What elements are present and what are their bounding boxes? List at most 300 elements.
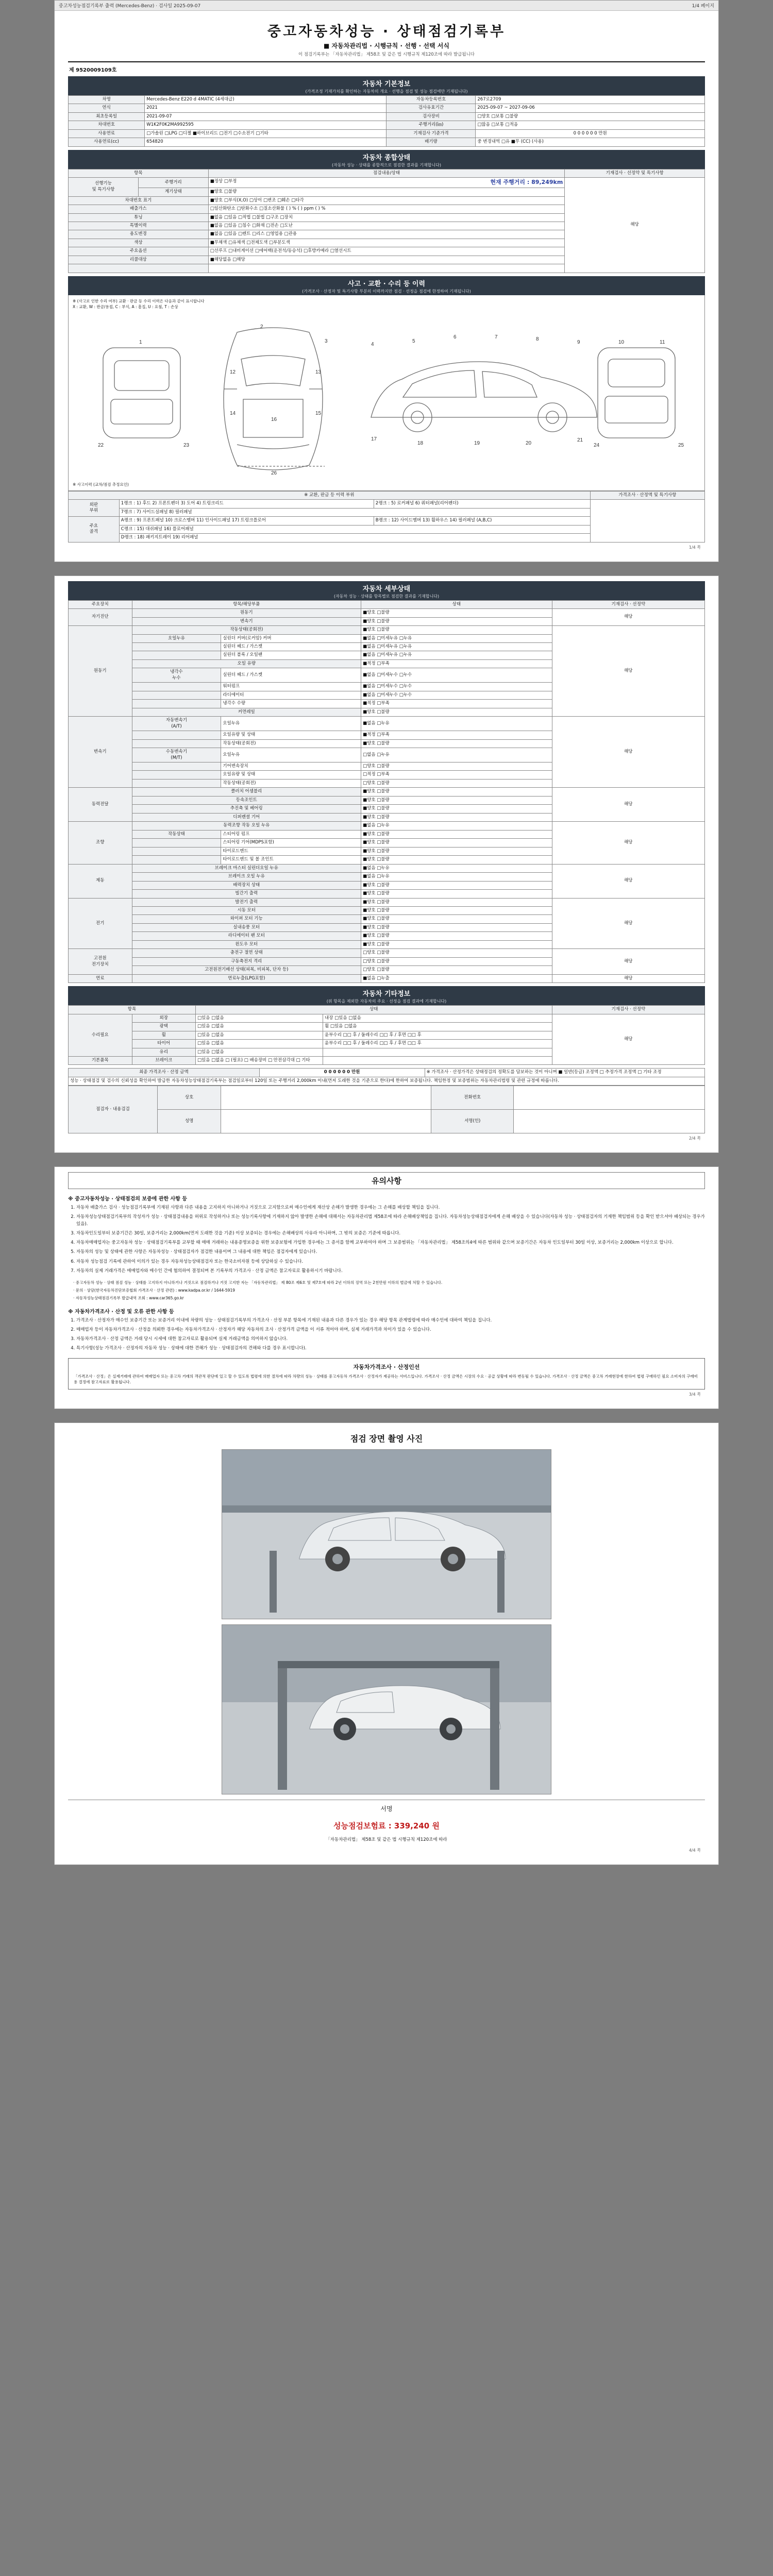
detail-item: [132, 762, 221, 771]
table-row: [69, 949, 705, 957]
detail-state[interactable]: ■양호 □불량: [361, 881, 552, 889]
section-other-header: [68, 986, 705, 1005]
svg-text:18: 18: [417, 440, 424, 446]
detail-state[interactable]: ■양호 □불량: [361, 708, 552, 716]
svg-text:1: 1: [139, 339, 142, 345]
detail-group-label: 제동: [69, 864, 132, 898]
svg-text:24: 24: [594, 442, 600, 448]
detail-subitem: 스티어링 펌프: [221, 830, 361, 838]
appraisal-box: [68, 1358, 705, 1389]
damage-rank-1: C랭크 : 15) 대쉬패널 16) 플로어패널: [119, 525, 590, 533]
other-col-2: 상태: [196, 1006, 552, 1014]
detail-state[interactable]: ■적정 □부족: [361, 731, 552, 739]
detail-subitem: 실린더 커버(로커암) 커버: [221, 634, 361, 642]
page-1: [54, 0, 719, 562]
detail-state[interactable]: ■양호 □불량: [361, 617, 552, 625]
notice-heading-1: ※ 중고자동차성능 · 상태점검의 보증에 관한 사항 등: [68, 1196, 188, 1202]
detail-subitem: 타이로드엔드 및 볼 조인트: [221, 856, 361, 864]
detail-state[interactable]: ■없음 □누유: [361, 873, 552, 881]
table-row: [69, 626, 705, 634]
detail-remark: 해당: [552, 626, 704, 717]
detail-item: 등속조인트: [132, 796, 361, 804]
detail-group-label: 연료: [69, 974, 132, 982]
photo-1-svg: [222, 1450, 551, 1619]
detail-state[interactable]: ■없음 □누유: [361, 717, 552, 731]
svg-text:5: 5: [412, 338, 415, 344]
detail-item: 작동상태: [132, 830, 221, 838]
appraisal-box-body: 「가격조사 · 산정」은 실제거래에 관하여 매매업자 또는 중고차 거래의 객관적 판단에 있고 할 수 있도록 법령에 의한 절차에 따라 차량의 성능 · 상태를 중고자동차 가격조사 · 산정자가 제공하는 서비스입니다. 가격조사 · 산정 금액은 시장의 수요 · 공급 상황에 따라 변동될 수 있습니다. 가격조사 · 산정 금액은 중고차 거래현장에 한하여 법령 구매하인 필요 소비자의 구매비용 결정에 참고자료로 활용됩니다.: [74, 1374, 698, 1384]
notice-link[interactable]: · 중고자동차 성능 · 상태 점검 성능 · 상태를 고지하지 아니하거나 거짓으로 점검하거나 거짓 고지한 자는 「자동차관리법」 제 80조 제6호 및 제7호에 따라 2년 이하의 징역 또는 2천만원 이하의 벌금에 처할 수 있습니다.: [73, 1280, 443, 1285]
detail-subitem: 라디에이터: [221, 691, 361, 699]
other-extra[interactable]: 휠 □있음 □없음: [323, 1023, 552, 1031]
detail-state-table: [68, 600, 705, 984]
table-row: [69, 500, 705, 508]
other-extra[interactable]: [323, 1048, 552, 1056]
detail-item: 냉각수 누수: [132, 668, 221, 683]
basic-value: W1K2F0K2MA992595: [145, 121, 386, 129]
overall-state: ■없음 □있음 □적법 □불법 □구조 □장치: [208, 213, 565, 222]
other-group-label: 기본품목: [69, 1057, 132, 1065]
notice-item: 6. 자동차 성능점검 기록에 관하여 이의가 있는 경우 자동차성능상태점검자 또는 한국소비자원 등에 상담하실 수 있습니다.: [76, 1258, 705, 1265]
signer-field-value[interactable]: [221, 1086, 431, 1110]
damage-rank-2: 2랭크 : 5) 로커패널 6) 쿼터패널(리어펜더): [374, 500, 590, 508]
detail-state[interactable]: ■적정 □부족: [361, 700, 552, 708]
signature-row: 서명: [68, 1800, 705, 1817]
basic-value-2: □양호 □보통 □불량: [476, 112, 705, 121]
table-row: [69, 609, 705, 617]
detail-state[interactable]: ■없음 □미세누유 □누유: [361, 651, 552, 659]
table-row: [69, 1069, 705, 1077]
divider: [68, 61, 705, 62]
detail-state[interactable]: □없음 □누유: [361, 748, 552, 762]
detail-item: 변속기: [132, 617, 361, 625]
svg-text:2: 2: [260, 324, 263, 330]
signer-role-1: 점검자 · 내용검검: [69, 1086, 158, 1133]
detail-subitem: 오일유량 및 상태: [221, 771, 361, 779]
table-row: [69, 178, 705, 188]
section-detail-header: [68, 581, 705, 600]
other-extra[interactable]: 내장 □있음 □없음: [323, 1014, 552, 1022]
notice-item: 3. 자동차인도일부터 보증기간은 30일, 보증거리는 2,000km(먼저 도래한 것을 기준) 이상 보증되는 경우에는 손해배상의 사유라 아니하며, 그 밖의 보증은 기준에 따릅니다.: [76, 1230, 705, 1237]
signature-table: [68, 1086, 705, 1133]
detail-state[interactable]: ■없음 □미세누수 □누수: [361, 668, 552, 683]
detail-item: [132, 856, 221, 864]
basic-label-2: 자동차등록번호: [386, 96, 476, 104]
detail-state[interactable]: ■적정 □부족: [361, 659, 552, 668]
inspection-fee: 성능점검보험료 : 339,240 원: [333, 1821, 440, 1831]
overall-item: 용도변경: [69, 230, 209, 239]
detail-state[interactable]: ■없음 □누유: [361, 822, 552, 830]
detail-table-body: [69, 609, 705, 983]
overall-state-text: ■정상 □부정: [210, 179, 237, 184]
basic-value: □가솔린 □LPG □디젤 ■하이브리드 □전기 □수소전기 □기타: [145, 129, 386, 138]
notice-heading-2: ※ 자동차가격조사 · 산정 및 오류 관한 사항 등: [68, 1309, 174, 1315]
overall-item: [69, 264, 209, 273]
detail-item: 시동 모터: [132, 906, 361, 914]
damage-group-text: 주요 골격: [89, 523, 98, 535]
basic-label-2: 기재검사 기준가격: [386, 129, 476, 138]
detail-item: [132, 779, 221, 787]
table-row: [69, 112, 705, 121]
detail-item: [132, 771, 221, 779]
inspection-photo-1: [222, 1449, 551, 1619]
damage-diagram-area: [68, 295, 705, 491]
detail-state[interactable]: ■양호 □불량: [361, 856, 552, 864]
detail-remark: 해당: [552, 974, 704, 982]
detail-item: [132, 731, 221, 739]
detail-item: [132, 651, 221, 659]
detail-state[interactable]: ■양호 □불량: [361, 830, 552, 838]
overall-item: 리콜대상: [69, 256, 209, 264]
basic-value: 2021: [145, 104, 386, 112]
notice-item: 7. 자동차의 실제 거래가격은 매매업자와 매수인 간에 협의하여 결정되며 본 기록부의 가격조사 · 산정 금액은 참고자료로 활용하시기 바랍니다.: [76, 1267, 705, 1275]
notice-list-1: [76, 1204, 705, 1274]
detail-item: 수동변속기 (M/T): [132, 748, 221, 762]
section-detail-subtitle: (자동차 성능 · 상태를 항목별로 점검한 결과를 기재합니다): [333, 594, 440, 599]
other-state[interactable]: □있음 □없음: [196, 1040, 323, 1048]
basic-value-2: 267로2709: [476, 96, 705, 104]
photo-2-svg: [222, 1625, 551, 1794]
damage-remark-header: 가격조사 · 산정액 및 특기사항: [590, 491, 704, 499]
overall-state: [208, 178, 565, 188]
detail-subitem: 오일유량 및 상태: [221, 731, 361, 739]
page-3: [54, 1166, 719, 1409]
detail-state[interactable]: □양호 □불량: [361, 762, 552, 771]
overall-item: 특별이력: [69, 222, 209, 230]
overall-state: ■양호 □부식(X,O) □상이 □변조 □훼손 □타각: [208, 196, 565, 205]
detail-state[interactable]: ■양호 □불량: [361, 839, 552, 847]
section-basic-subtitle: (가격조정 기재가치를 확인하는 자동차의 개요 · 선행을 점검 및 성능 점검에만 기재됩니다): [305, 89, 468, 94]
section-detail-title: 자동차 세부상태: [362, 585, 411, 593]
detail-item: 오일누유: [132, 634, 221, 642]
overall-item: 색상: [69, 239, 209, 247]
other-table-body: [69, 1014, 705, 1065]
detail-state[interactable]: □양호 □불량: [361, 779, 552, 787]
detail-state[interactable]: ■양호 □불량: [361, 609, 552, 617]
inspection-photo-2: [222, 1624, 551, 1794]
svg-text:7: 7: [495, 334, 498, 340]
notice-title: 유의사항: [68, 1172, 705, 1189]
overall-state: ■무채색 □유채색 □전체도색 □부분도색: [208, 239, 565, 247]
svg-text:9: 9: [577, 339, 580, 345]
basic-label-2: 주행거리(㎞): [386, 121, 476, 129]
detail-state[interactable]: ■양호 □불량: [361, 626, 552, 634]
notice-item: 4. 특기사항(성능 가격조사 · 산정자의 자동차 성능 · 상태에 대한 견해가 성능 · 상태점검자의 견해와 다를 경우 표시합니다).: [76, 1345, 705, 1352]
other-item: 타이어: [132, 1040, 196, 1048]
signer-field-label: 상호: [157, 1086, 221, 1110]
detail-subitem: 작동상태(공회전): [221, 779, 361, 787]
detail-group-label: 고전원 전기장치: [69, 949, 132, 974]
detail-state[interactable]: ■양호 □불량: [361, 932, 552, 940]
detail-subitem: 실린더 헤드 / 가스켓: [221, 668, 361, 683]
detail-state[interactable]: ■양호 □불량: [361, 796, 552, 804]
detail-subitem: 타이로드엔드: [221, 847, 361, 855]
table-row: [69, 1014, 705, 1022]
overall-item: 차대번호 표기: [69, 196, 209, 205]
svg-text:19: 19: [474, 440, 480, 446]
detail-group-label: 원동기: [69, 626, 132, 717]
table-header-row: [69, 600, 705, 608]
diagram-legend-line: X : 교환, W : 판금/용접, C : 부식, A : 흠집, U : 요철, T : 손상: [73, 304, 178, 309]
detail-remark: 해당: [552, 822, 704, 864]
other-state[interactable]: □있음 □없음: [196, 1048, 323, 1056]
diagram-footer-note: ※ 사고이력 (교차/점검 추정요인): [73, 482, 129, 487]
overall-item: 주행거리: [138, 178, 208, 188]
svg-text:26: 26: [271, 470, 277, 476]
detail-item: 추진축 및 베어링: [132, 805, 361, 813]
signer-field-value-3[interactable]: [221, 1110, 431, 1133]
final-price-note: ※ 가격조사 · 산정가격은 상태정검의 정확도를 담보하는 것이 아니며 ■ 일반(등급) 조정액 □ 추정가격 조정액 □ 기타 조정: [425, 1069, 704, 1077]
browser-url: 중고차성능점검기록부 출력 (Mercedes-Benz) · 검사일 2025-09-07: [59, 4, 201, 9]
section-accident-subtitle: (가격조사 · 산정자 및 특기사항 부분의 이력까지만 점검 · 선정을 점검에 한정하여 기재됩니다): [302, 289, 471, 294]
svg-text:25: 25: [678, 442, 684, 448]
detail-subitem: 오일누유: [221, 748, 361, 762]
final-price-value: 0 0 0 0 0 0 만원: [259, 1069, 425, 1077]
notice-item: 4. 자동차매매업자는 중고자동차 성능 · 상태점검기록부를 교부할 때 매매 거래하는 내용증명보증을 위한 보증보험에 가입한 경우에는 그 증서를 함께 교부하여야 하며 그 보증범위는 「자동차관리법」 제58조의4에 따른 범위와 같으며 보증기간은 자동차 인도일부터 30일 이상, 보증거리는 2,000km 이상으로 합니다.: [76, 1239, 705, 1246]
basic-value: 2021-09-07: [145, 112, 386, 121]
detail-item: 커먼레일: [132, 708, 361, 716]
detail-group-label: 변속기: [69, 717, 132, 788]
damage-rank-2: B랭크 : 12) 사이드멤버 13) 휠하우스 14) 필러패널 (A,B,C): [374, 517, 590, 525]
other-item: 유리: [132, 1048, 196, 1056]
basic-label: 사용연료: [69, 129, 145, 138]
notice-item: 1. 가격조사 · 산정자가 매수인 보증기간 또는 보증거리 이내에 차량의 성능 · 상태점검기록부의 가격조사 · 산정 부분 항목에 기재된 내용과 다른 경우가 있는 경우 해당 항목 관계법령에 따라 매수인에 대하여 책임을 집니다.: [76, 1317, 705, 1324]
page-4: [54, 1422, 719, 1865]
basic-value: Mercedes-Benz E220 d 4MATIC (4세대급): [145, 96, 386, 104]
bottom-legal-note: 「자동차관리법」 제58조 및 같은 법 시행규칙 제120조에 따라: [326, 1837, 447, 1842]
notice-item: 1. 자동차 배출가스 검사 · 성능점검기록부에 기재된 사항과 다른 내용을 고지하지 아니하거나 거짓으로 고지함으로써 매수인에게 재산상 손해가 발생한 경우에는 그 손해를 배상할 책임을 집니다.: [76, 1204, 705, 1211]
other-col-1: 항목: [69, 1006, 196, 1014]
other-item: 광택: [132, 1023, 196, 1031]
detail-item: 배력장치 상태: [132, 881, 361, 889]
overall-state: ■해당없음 □해당: [208, 256, 565, 264]
svg-text:6: 6: [453, 334, 457, 340]
basic-label: 연식: [69, 104, 145, 112]
svg-text:12: 12: [230, 369, 236, 375]
page-2-footer: 2/4 쪽: [688, 1136, 701, 1141]
svg-text:17: 17: [371, 436, 377, 442]
page-4-footer: 4/4 쪽: [688, 1848, 701, 1853]
detail-remark: 해당: [552, 788, 704, 822]
svg-text:23: 23: [183, 442, 190, 448]
document-number: 제 9520009109호: [69, 67, 117, 73]
detail-state[interactable]: ■양호 □불량: [361, 898, 552, 906]
other-extra[interactable]: [323, 1057, 552, 1065]
overall-state: ■양호 □불량: [208, 188, 565, 196]
detail-state[interactable]: ■없음 □미세누수 □누수: [361, 691, 552, 699]
detail-item: 동력조향 작동 오일 누유: [132, 822, 361, 830]
section-other-title: 자동차 기타정보: [362, 990, 411, 998]
other-info-table: [68, 1005, 705, 1065]
detail-state[interactable]: ■양호 □불량: [361, 923, 552, 931]
table-row: [69, 864, 705, 872]
detail-state[interactable]: □양호 □불량: [361, 966, 552, 974]
section-accident-title: 사고 · 교환 · 수리 등 이력: [347, 280, 426, 288]
overall-remark: 해당: [565, 178, 705, 273]
detail-state[interactable]: ■없음 □미세누유 □누유: [361, 642, 552, 651]
detail-state[interactable]: □양호 □불량: [361, 957, 552, 965]
section-overall-title: 자동차 종합상태: [362, 154, 411, 162]
detail-state[interactable]: ■없음 □누유: [361, 864, 552, 872]
notice-link[interactable]: · 자동차성능상태점검기록부 발급내역 조회 : www.car365.go.kr: [73, 1295, 184, 1300]
overall-state: ■없음 □있음 □침수 □화재 □전손 □도난: [208, 222, 565, 230]
detail-item: [132, 839, 221, 847]
notice-item: 5. 자동차의 성능 및 상태에 관한 사항은 자동차성능 · 상태점검자가 점검한 내용이며 그 내용에 대한 책임은 점검자에게 있습니다.: [76, 1248, 705, 1256]
detail-item: 자동변속기 (A/T): [132, 717, 221, 731]
final-price-table: [68, 1068, 705, 1086]
basic-value-2: 중 변경내역 □유 ■무 (CC) (사용): [476, 138, 705, 146]
table-row: [69, 138, 705, 146]
detail-subitem: 기어변속장치: [221, 762, 361, 771]
diagram-legend-title: ※ (사고로 인한 수리 여부) 교환 · 판금 등 수리 이력은 다음과 같이 표시합니다: [73, 298, 205, 303]
detail-state[interactable]: ■없음 □누출: [361, 974, 552, 982]
detail-state[interactable]: □양호 □불량: [361, 949, 552, 957]
overall-col-1: 항목: [69, 169, 209, 177]
basic-label: 최초등록일: [69, 112, 145, 121]
svg-text:4: 4: [371, 341, 374, 347]
detail-state[interactable]: ■양호 □불량: [361, 813, 552, 821]
browser-page-indicator: 1/4 페이지: [692, 4, 714, 9]
detail-state[interactable]: ■양호 □불량: [361, 940, 552, 948]
basic-value: 654820: [145, 138, 386, 146]
notice-link[interactable]: · 문의 · 상담(한국자동차진단보증협회 가격조사 · 산정 관련) : www.kadpa.or.kr / 1644-5919: [73, 1287, 235, 1293]
detail-col-2: 항목/해당부품: [132, 600, 361, 608]
other-extra[interactable]: 윤부수리 □□ 후 / 둘레수리 □□ 후 / 후면 □□ 후: [323, 1040, 552, 1048]
other-state[interactable]: □있음 □없음 □ (필요) □ 배송장비 □ 안전삼각대 □ 기타: [196, 1057, 323, 1065]
table-row: [69, 121, 705, 129]
detail-remark: 해당: [552, 949, 704, 974]
detail-remark: 해당: [552, 609, 704, 626]
photos-title: 점검 장면 촬영 사진: [350, 1433, 423, 1444]
damage-rank-1: A랭크 : 9) 프론트패널 10) 크로스멤버 11) 인사이드패널 17) 트렁크플로어: [119, 517, 374, 525]
detail-state[interactable]: ■없음 □미세누수 □누수: [361, 683, 552, 691]
detail-state[interactable]: ■양호 □불량: [361, 915, 552, 923]
overall-state-table: [68, 169, 705, 273]
detail-group-label: 조향: [69, 822, 132, 864]
detail-group-label: 동력전달: [69, 788, 132, 822]
table-header-row: [69, 1006, 705, 1014]
detail-item: 라디에이터 팬 모터: [132, 932, 361, 940]
overall-group-text: 선행기능 및 특기사항: [92, 181, 115, 192]
basic-label-2: 검사장비: [386, 112, 476, 121]
overall-state: □일산화탄소 □탄화수소 □질소산화물 ( ) % ( ) ppm ( ) %: [208, 205, 565, 213]
svg-text:10: 10: [618, 339, 625, 345]
detail-item: [132, 683, 221, 691]
notice-item: 3. 자동차가격조사 · 산정 금액은 거래 당시 시세에 대한 참고자료로 활용되며 실제 거래금액을 의미하지 않습니다.: [76, 1335, 705, 1343]
car-diagram: [73, 312, 700, 482]
table-row: [69, 974, 705, 982]
other-group-label: 수리필요: [69, 1014, 132, 1056]
svg-text:15: 15: [315, 410, 322, 416]
detail-state[interactable]: ■양호 □불량: [361, 788, 552, 796]
detail-state[interactable]: ■양호 □불량: [361, 847, 552, 855]
damage-group: [69, 500, 120, 517]
damage-remark: [590, 500, 704, 542]
section-accident-header: [68, 276, 705, 295]
section-other-subtitle: (위 항목을 제외한 자동차의 주요 · 선정을 점검 결과에 기재합니다): [326, 999, 447, 1004]
overall-state: [208, 264, 565, 273]
basic-label: 차명: [69, 96, 145, 104]
other-item: 휠: [132, 1031, 196, 1039]
detail-subitem: 실린더 블록 / 오일팬: [221, 651, 361, 659]
overall-item: 계기상태: [138, 188, 208, 196]
basic-info-table: [68, 95, 705, 147]
damage-group: [69, 517, 120, 542]
damage-parts-table: [68, 491, 705, 543]
detail-subitem: 오일누유: [221, 717, 361, 731]
detail-subitem: 워터펌프: [221, 683, 361, 691]
detail-state[interactable]: ■없음 □미세누유 □누유: [361, 634, 552, 642]
detail-state[interactable]: ■양호 □불량: [361, 890, 552, 898]
detail-item: 브레이크 마스터 실린더오일 누유: [132, 864, 361, 872]
detail-state[interactable]: ■양호 □불량: [361, 739, 552, 748]
damage-title: ※ 교환, 판금 등 이력 부위: [69, 491, 591, 499]
table-row: [69, 1110, 705, 1133]
svg-text:16: 16: [271, 416, 277, 422]
detail-col-1: 주요장치: [69, 600, 132, 608]
section-basic-header: [68, 76, 705, 95]
detail-remark: 해당: [552, 898, 704, 949]
table-row: [69, 717, 705, 731]
page-2: [54, 575, 719, 1154]
mileage-value: 현재 주행거리 : 89,249km: [490, 179, 563, 186]
table-row: [69, 104, 705, 112]
table-row: [69, 898, 705, 906]
detail-state[interactable]: □적정 □부족: [361, 771, 552, 779]
basic-value-2: 2025-09-07 ~ 2027-09-06: [476, 104, 705, 112]
other-item: 브레이크: [132, 1057, 196, 1065]
other-state[interactable]: □있음 □없음: [196, 1023, 323, 1031]
table-row: [69, 96, 705, 104]
basic-label-2: 검사유효기간: [386, 104, 476, 112]
detail-state[interactable]: ■양호 □불량: [361, 906, 552, 914]
warranty-statement: 성능 · 상태점검 및 검수의 신뢰성을 확인하여 발급한 자동차성능상태점검기록부는 점검일로부터 120일 또는 주행거리 2,000km 이내(먼저 도래한 것을 기준으로 한다)에 한하여 보증됩니다. 책임한정 및 보증범위는 자동차관리법령 및 관련 규정에 따릅니다.: [69, 1077, 705, 1085]
detail-item: 빌간기 출력: [132, 890, 361, 898]
basic-value-2: □많음 □보통 □적음: [476, 121, 705, 129]
car-diagram-svg: [73, 312, 700, 482]
browser-strip: [55, 1, 718, 11]
other-extra[interactable]: 윤부수리 □□ 후 / 둘레수리 □□ 후 / 후면 □□ 후: [323, 1031, 552, 1039]
detail-group-label: 전기: [69, 898, 132, 949]
signer-field-value-2[interactable]: [514, 1086, 705, 1110]
other-state[interactable]: □있음 □없음: [196, 1014, 323, 1022]
svg-text:11: 11: [660, 339, 665, 345]
damage-rank-1: 1랭크 : 1) 후드 2) 프론트펜더 3) 도어 4) 트렁크리드: [119, 500, 374, 508]
detail-item: 실내송풍 모터: [132, 923, 361, 931]
page-legal-note: 이 점검기록부는 「자동차관리법」 제58조 및 같은 법 시행규칙 제120조에 따라 발급됩니다: [298, 52, 475, 57]
overall-group-label: [69, 178, 139, 196]
detail-state[interactable]: ■양호 □불량: [361, 805, 552, 813]
svg-text:14: 14: [230, 410, 236, 416]
overall-col-3: 점검내용/상태: [208, 169, 565, 177]
basic-label-2: 배기량: [386, 138, 476, 146]
detail-subitem: 냉각수 수량: [221, 700, 361, 708]
section-basic-title: 자동차 기본정보: [362, 80, 411, 88]
detail-remark: 해당: [552, 864, 704, 898]
detail-subitem: 작동상태(공회전): [221, 739, 361, 748]
table-header-row: [69, 169, 705, 177]
detail-item: 윈도우 모터: [132, 940, 361, 948]
detail-item: [132, 847, 221, 855]
detail-item: 오일 유량: [132, 659, 361, 668]
signer-field-label-3: 성명: [157, 1110, 221, 1133]
detail-item: [132, 691, 221, 699]
detail-col-3: 상태: [361, 600, 552, 608]
notice-item: 2. 매매업자 등이 자동차가격조사 · 산정을 의뢰한 경우에는 자동차가격조사 · 산정자가 해당 자동차의 조사 · 산정가격 금액을 이 서류 적어야 하며, 실제 거래가격과 차이가 있을 수 있습니다.: [76, 1326, 705, 1333]
final-price-label: 최종 가격조사 · 산정 금액: [69, 1069, 260, 1077]
other-state[interactable]: □있음 □없음: [196, 1031, 323, 1039]
signer-field-value-4[interactable]: [514, 1110, 705, 1133]
